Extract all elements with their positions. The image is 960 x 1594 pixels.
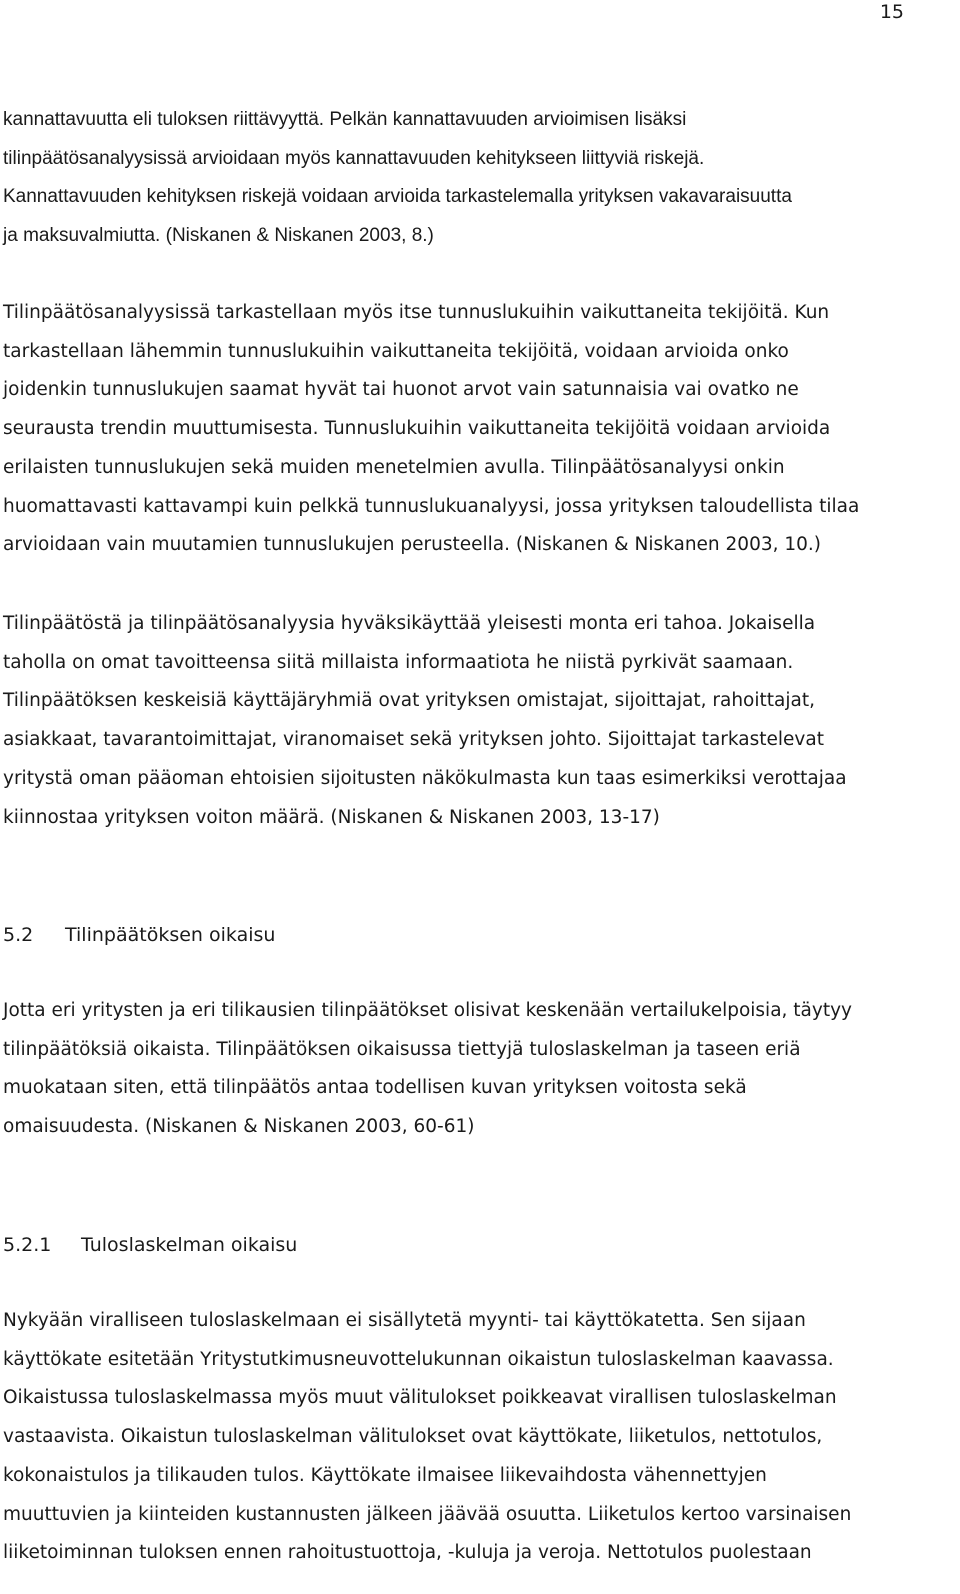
text-line: kiinnostaa yrityksen voiton määrä. (Niskanen & Niskanen 2003, 13-17) — [3, 806, 660, 828]
paragraph-key-figures — [3, 294, 943, 565]
text-line: tarkastellaan lähemmin tunnuslukuihin vaikuttaneita tekijöitä, voidaan arvioida onko — [3, 340, 789, 362]
section-heading — [3, 923, 275, 947]
text-line: ja maksuvalmiutta. (Niskanen & Niskanen 2003, 8.) — [3, 225, 434, 247]
text-line: taholla on omat tavoitteensa siitä millaista informaatiota he niistä pyrkivät saamaan. — [3, 651, 794, 673]
text-line: arvioidaan vain muutamien tunnuslukujen perusteella. (Niskanen & Niskanen 2003, 10.) — [3, 534, 822, 556]
subsection-heading — [3, 1233, 297, 1257]
text-line: kannattavuutta eli tuloksen riittävyyttä. Pelkän kannattavuuden arvioimisen lisäksi — [3, 109, 687, 130]
text-line: Oikaistussa tuloslaskelmassa myös muut välitulokset poikkeavat virallisen tuloslaskelman — [3, 1387, 837, 1409]
text-line: liiketoiminnan tuloksen ennen rahoitustuottoja, -kuluja ja veroja. Nettotulos puolestaan — [3, 1542, 812, 1564]
paragraph-profitability — [3, 101, 943, 256]
text-line: muokataan siten, että tilinpäätös antaa todellisen kuvan yrityksen voitosta sekä — [3, 1077, 747, 1099]
text-line: kokonaistulos ja tilikauden tulos. Käyttökate ilmaisee liikevaihdosta vähennettyjen — [3, 1464, 767, 1486]
paragraph-income-statement — [3, 1302, 943, 1573]
text-line: yritystä oman pääoman ehtoisien sijoitusten näkökulmasta kun taas esimerkiksi verottajaa — [3, 767, 847, 789]
text-line: vastaavista. Oikaistun tuloslaskelman välitulokset ovat käyttökate, liiketulos, nettotulos, — [3, 1426, 823, 1448]
text-line: tilinpäätöksiä oikaista. Tilinpäätöksen oikaisussa tiettyjä tuloslaskelman ja taseen eriä — [3, 1038, 801, 1060]
section-title: Tilinpäätöksen oikaisu — [65, 924, 276, 946]
text-line: seurausta trendin muuttumisesta. Tunnuslukuihin vaikuttaneita tekijöitä voidaan arvioida — [3, 418, 831, 440]
text-line: Tilinpäätösanalyysissä tarkastellaan myös itse tunnuslukuihin vaikuttaneita tekijöitä. Kun — [3, 302, 830, 323]
subsection-title: Tuloslaskelman oikaisu — [81, 1234, 298, 1256]
text-line: asiakkaat, tavarantoimittajat, viranomaiset sekä yrityksen johto. Sijoittajat tarkastelevat — [3, 729, 824, 751]
text-line: käyttökate esitetään Yritystutkimusneuvottelukunnan oikaistun tuloslaskelman kaavassa. — [3, 1348, 834, 1370]
text-line: huomattavasti kattavampi kuin pelkkä tunnuslukuanalyysi, jossa yrityksen taloudellista tilaa — [3, 495, 860, 517]
paragraph-adjustment — [3, 992, 943, 1147]
page-number: 15 — [879, 1, 904, 23]
text-line: omaisuudesta. (Niskanen & Niskanen 2003, 60-61) — [3, 1116, 475, 1138]
text-line: erilaisten tunnuslukujen sekä muiden menetelmien avulla. Tilinpäätösanalyysi onkin — [3, 456, 785, 478]
text-line: Kannattavuuden kehityksen riskejä voidaan arvioida tarkastelemalla yrityksen vakavaraisuutta — [3, 186, 792, 208]
text-line: muuttuvien ja kiinteiden kustannusten jälkeen jäävää osuutta. Liiketulos kertoo varsinaisen — [3, 1503, 852, 1525]
subsection-number: 5.2.1 — [3, 1234, 52, 1256]
text-line: tilinpäätösanalyysissä arvioidaan myös kannattavuuden kehitykseen liittyviä riskejä. — [3, 147, 705, 169]
text-line: Jotta eri yritysten ja eri tilikausien tilinpäätökset olisivat keskenään vertailukelpoisia, täytyy — [3, 1000, 852, 1021]
section-number: 5.2 — [3, 924, 34, 946]
text-line: Nykyään viralliseen tuloslaskelmaan ei sisällytetä myynti- tai käyttökatetta. Sen sijaan — [3, 1310, 806, 1331]
text-line: Tilinpäätöksen keskeisiä käyttäjäryhmiä ovat yrityksen omistajat, sijoittajat, rahoittajat, — [3, 690, 815, 712]
text-line: Tilinpäätöstä ja tilinpäätösanalyysia hyväksikäyttää yleisesti monta eri tahoa. Jokaisella — [3, 613, 816, 634]
paragraph-users — [3, 605, 943, 837]
text-line: joidenkin tunnuslukujen saamat hyvät tai huonot arvot vain satunnaisia vai ovatko ne — [3, 379, 799, 401]
